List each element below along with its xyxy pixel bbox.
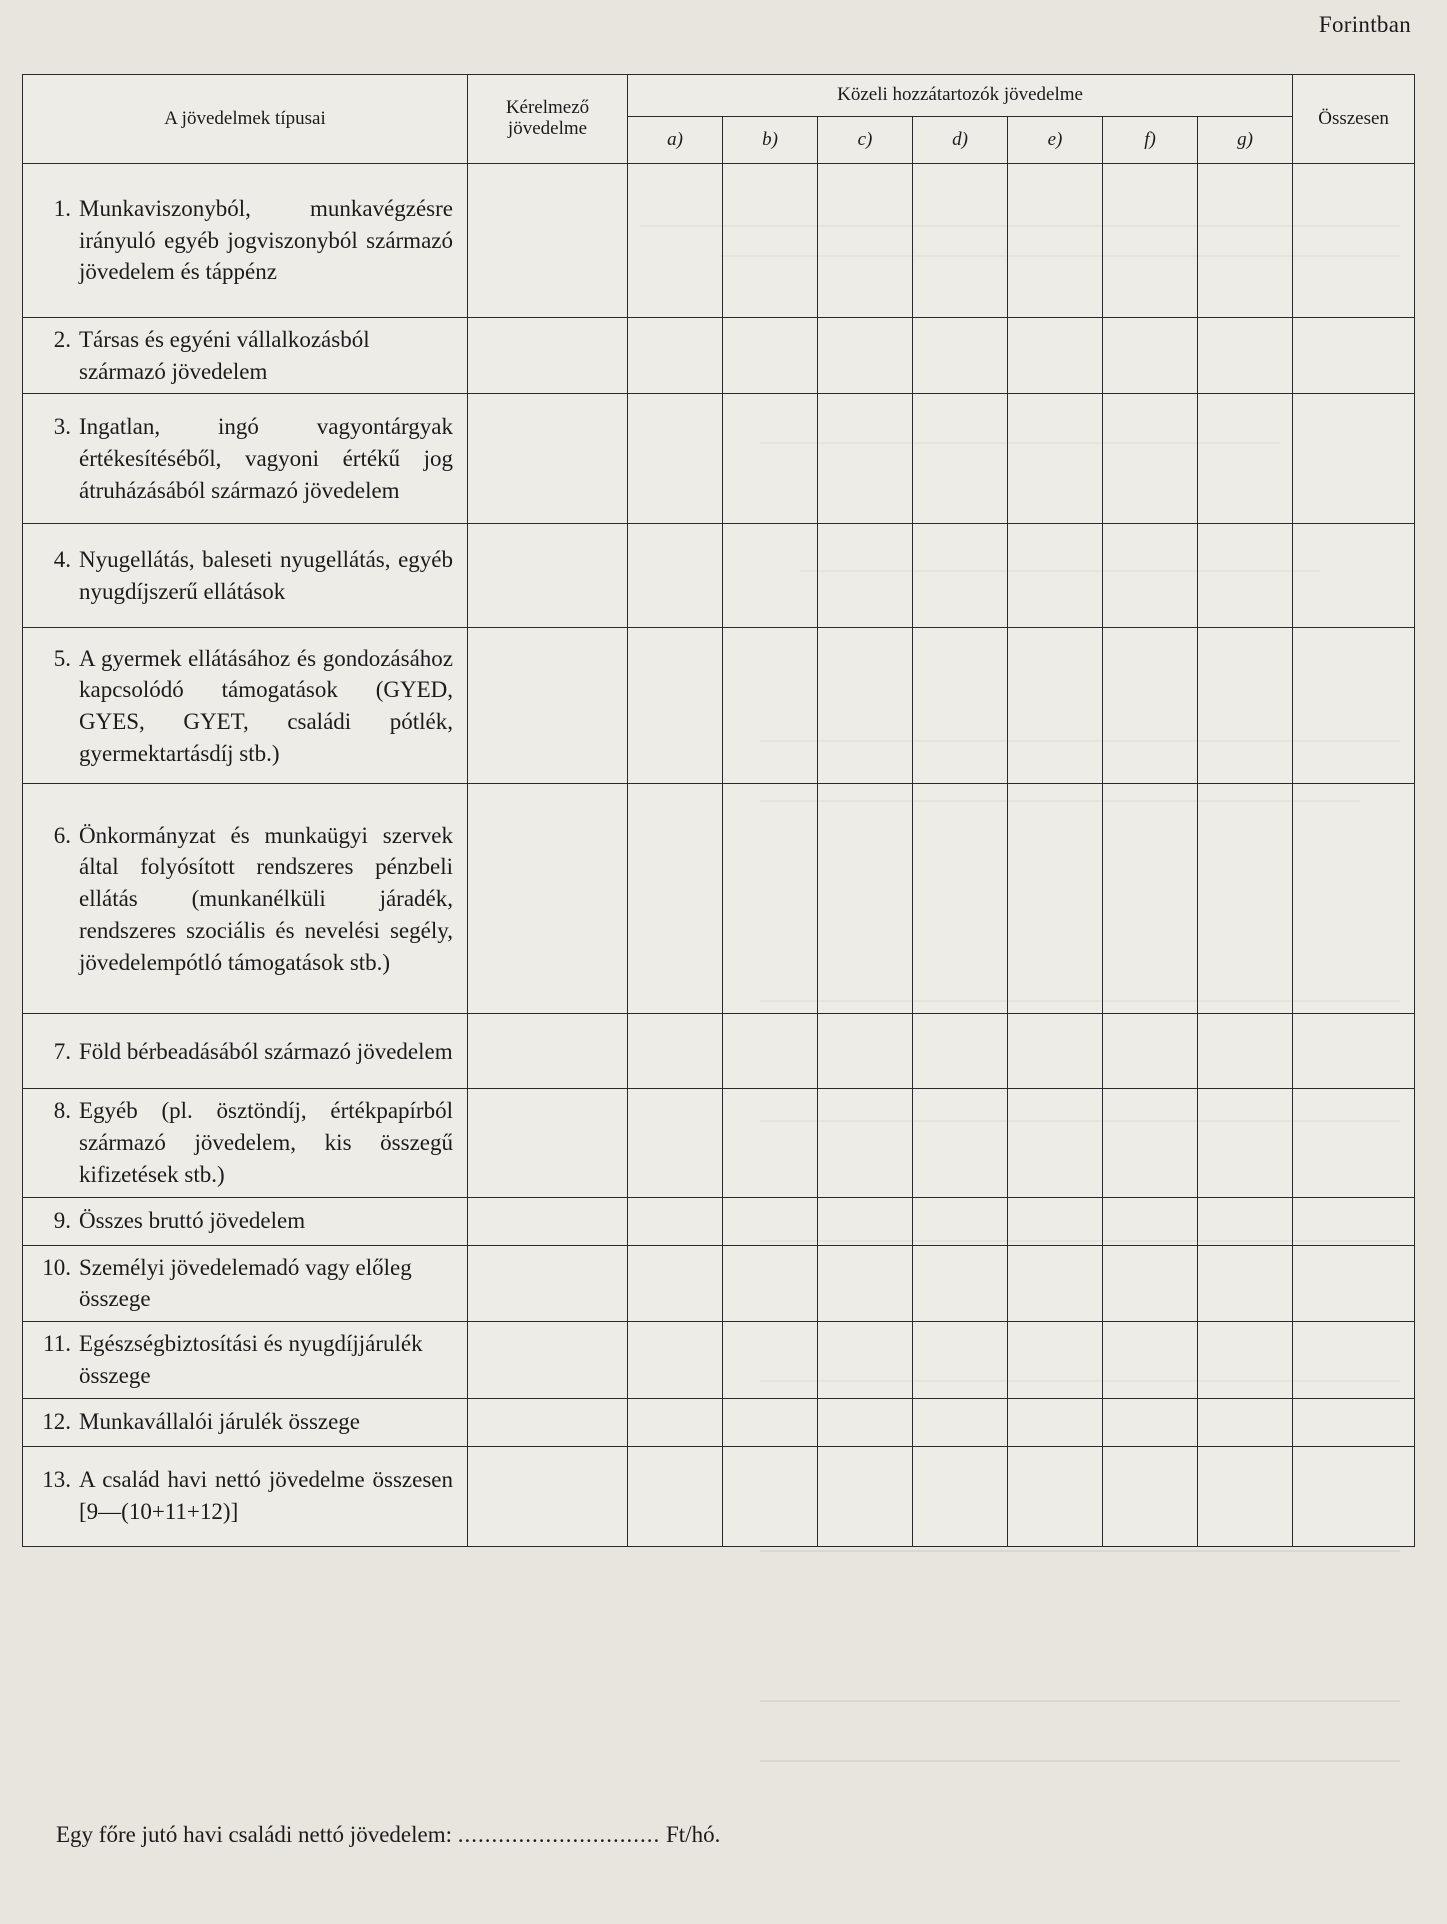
relative-income-cell[interactable] [1008, 628, 1103, 784]
income-type-cell [23, 1446, 468, 1546]
income-type-cell [23, 1089, 468, 1197]
relative-income-cell[interactable] [1008, 1197, 1103, 1245]
relative-income-cell[interactable] [1198, 784, 1293, 1014]
relative-income-cell[interactable] [628, 1322, 723, 1398]
relative-income-cell[interactable] [913, 1089, 1008, 1197]
relative-income-cell[interactable] [723, 164, 818, 318]
income-type-label: Munkavállalói járulék összege [79, 1409, 361, 1435]
income-type-label: Föld bérbeadásából származó jövedelem [79, 1038, 453, 1064]
relative-income-cell[interactable] [1198, 524, 1293, 628]
income-type-cell [23, 524, 468, 628]
relative-income-cell[interactable] [913, 164, 1008, 318]
relative-income-cell[interactable] [1103, 1398, 1198, 1446]
row-number: 13. [42, 1467, 71, 1493]
income-type-label: Önkormányzat és munkaügyi szervek által folyósított rendszeres pénzbeli ellátás (munkanélküli járadék, rendszeres szociális és nevelési segély, jövedelempótló támogatások stb.) [79, 822, 453, 975]
col-header-relative-d: d) [913, 117, 1008, 164]
income-type-label: Nyugellátás, baleseti nyugellátás, egyéb nyugdíjszerű ellátások [79, 547, 453, 604]
row-number: 11. [43, 1331, 71, 1357]
total-income-cell[interactable] [1293, 1322, 1415, 1398]
total-income-cell[interactable] [1293, 318, 1415, 394]
relative-income-cell[interactable] [1198, 164, 1293, 318]
col-header-relative-g: g) [1198, 117, 1293, 164]
total-income-cell[interactable] [1293, 1089, 1415, 1197]
table-row [23, 1446, 1415, 1546]
row-number: 12. [42, 1409, 71, 1435]
relative-income-cell[interactable] [1008, 1322, 1103, 1398]
relative-income-cell[interactable] [1198, 1446, 1293, 1546]
relative-income-cell[interactable] [818, 1089, 913, 1197]
total-income-cell[interactable] [1293, 1014, 1415, 1089]
applicant-income-cell[interactable] [468, 1322, 628, 1398]
relative-income-cell[interactable] [1198, 1322, 1293, 1398]
table-row [23, 1398, 1415, 1446]
row-number: 7. [53, 1038, 71, 1064]
applicant-income-cell[interactable] [468, 1245, 628, 1321]
applicant-income-cell[interactable] [468, 394, 628, 524]
relative-income-cell[interactable] [1008, 318, 1103, 394]
col-header-relative-b: b) [723, 117, 818, 164]
relative-income-cell[interactable] [818, 524, 913, 628]
relative-income-cell[interactable] [818, 1446, 913, 1546]
relative-income-cell[interactable] [1103, 1014, 1198, 1089]
total-income-cell[interactable] [1293, 524, 1415, 628]
relative-income-cell[interactable] [628, 1398, 723, 1446]
relative-income-cell[interactable] [1103, 164, 1198, 318]
relative-income-cell[interactable] [913, 318, 1008, 394]
relative-income-cell[interactable] [723, 1245, 818, 1321]
relative-income-cell[interactable] [1103, 1245, 1198, 1321]
per-capita-unit: Ft/hó. [666, 1822, 721, 1847]
relative-income-cell[interactable] [818, 394, 913, 524]
relative-income-cell[interactable] [1103, 524, 1198, 628]
income-type-label: Egészségbiztosítási és nyugdíjjárulék összege [79, 1331, 423, 1388]
relative-income-cell[interactable] [1103, 784, 1198, 1014]
relative-income-cell[interactable] [1198, 318, 1293, 394]
relative-income-cell[interactable] [1198, 1089, 1293, 1197]
table-row [23, 784, 1415, 1014]
income-type-cell [23, 628, 468, 784]
applicant-income-cell[interactable] [468, 784, 628, 1014]
relative-income-cell[interactable] [628, 1089, 723, 1197]
table-row [23, 628, 1415, 784]
row-number: 8. [53, 1098, 71, 1124]
row-number: 3. [53, 414, 71, 440]
table-row [23, 1197, 1415, 1245]
relative-income-cell[interactable] [913, 1446, 1008, 1546]
relative-income-cell[interactable] [1103, 1322, 1198, 1398]
income-table [22, 74, 1415, 1547]
relative-income-cell[interactable] [628, 318, 723, 394]
relative-income-cell[interactable] [818, 784, 913, 1014]
relative-income-cell[interactable] [628, 628, 723, 784]
total-income-cell[interactable] [1293, 1398, 1415, 1446]
table-row [23, 318, 1415, 394]
table-row [23, 164, 1415, 318]
income-type-cell [23, 1322, 468, 1398]
table-row [23, 1245, 1415, 1321]
relative-income-cell[interactable] [1103, 1089, 1198, 1197]
income-type-label: Összes bruttó jövedelem [79, 1208, 306, 1234]
col-header-relative-a: a) [628, 117, 723, 164]
relative-income-cell[interactable] [913, 394, 1008, 524]
col-header-total: Összesen [1293, 75, 1415, 164]
relative-income-cell[interactable] [628, 164, 723, 318]
relative-income-cell[interactable] [1198, 1245, 1293, 1321]
table-row [23, 1089, 1415, 1197]
applicant-income-cell[interactable] [468, 1446, 628, 1546]
table-row [23, 394, 1415, 524]
total-income-cell[interactable] [1293, 394, 1415, 524]
relative-income-cell[interactable] [628, 524, 723, 628]
relative-income-cell[interactable] [818, 318, 913, 394]
relative-income-cell[interactable] [913, 1014, 1008, 1089]
currency-label: Forintban [1318, 12, 1411, 37]
relative-income-cell[interactable] [628, 1197, 723, 1245]
relative-income-cell[interactable] [628, 784, 723, 1014]
income-type-label: Munkaviszonyból, munkavégzésre irányuló egyéb jogviszonyból származó jövedelem és táppénz [79, 195, 453, 285]
applicant-income-cell[interactable] [468, 1014, 628, 1089]
relative-income-cell[interactable] [1198, 628, 1293, 784]
relative-income-cell[interactable] [723, 628, 818, 784]
relative-income-cell[interactable] [818, 1014, 913, 1089]
relative-income-cell[interactable] [1198, 394, 1293, 524]
income-type-label: A család havi nettó jövedelme összesen [9—(10+11+12)] [79, 1467, 453, 1525]
relative-income-cell[interactable] [1198, 1014, 1293, 1089]
relative-income-cell[interactable] [913, 1245, 1008, 1321]
relative-income-cell[interactable] [1103, 1197, 1198, 1245]
relative-income-cell[interactable] [818, 1245, 913, 1321]
total-income-cell[interactable] [1293, 1446, 1415, 1546]
income-type-cell [23, 318, 468, 394]
relative-income-cell[interactable] [628, 1446, 723, 1546]
relative-income-cell[interactable] [1008, 524, 1103, 628]
applicant-income-cell[interactable] [468, 1398, 628, 1446]
relative-income-cell[interactable] [723, 524, 818, 628]
income-type-label: Társas és egyéni vállalkozásból származó jövedelem [79, 327, 370, 384]
relative-income-cell[interactable] [1008, 164, 1103, 318]
row-number: 1. [53, 195, 71, 221]
table-row [23, 524, 1415, 628]
relative-income-cell[interactable] [1103, 1446, 1198, 1546]
per-capita-income-line [56, 1822, 720, 1848]
col-header-relative-c: c) [818, 117, 913, 164]
income-type-label: Egyéb (pl. ösztöndíj, értékpapírból származó jövedelem, kis összegű kifizetések stb.) [79, 1098, 453, 1187]
table-row [23, 1322, 1415, 1398]
relative-income-cell[interactable] [1008, 1446, 1103, 1546]
relative-income-cell[interactable] [1198, 1197, 1293, 1245]
income-type-cell [23, 1245, 468, 1321]
applicant-income-cell[interactable] [468, 1197, 628, 1245]
row-number: 9. [53, 1208, 71, 1234]
relative-income-cell[interactable] [1103, 628, 1198, 784]
applicant-income-cell[interactable] [468, 628, 628, 784]
col-header-applicant: Kérelmező jövedelme [468, 75, 628, 164]
per-capita-label: Egy főre jutó havi családi nettó jövedelem: [56, 1822, 452, 1847]
row-number: 6. [53, 822, 71, 848]
income-type-cell [23, 1398, 468, 1446]
applicant-income-cell[interactable] [468, 318, 628, 394]
total-income-cell[interactable] [1293, 1245, 1415, 1321]
relative-income-cell[interactable] [723, 1446, 818, 1546]
relative-income-cell[interactable] [913, 784, 1008, 1014]
relative-income-cell[interactable] [818, 1322, 913, 1398]
relative-income-cell[interactable] [723, 1197, 818, 1245]
relative-income-cell[interactable] [1008, 1014, 1103, 1089]
relative-income-cell[interactable] [1008, 394, 1103, 524]
total-income-cell[interactable] [1293, 1197, 1415, 1245]
applicant-income-cell[interactable] [468, 164, 628, 318]
relative-income-cell[interactable] [723, 1089, 818, 1197]
relative-income-cell[interactable] [913, 628, 1008, 784]
total-income-cell[interactable] [1293, 164, 1415, 318]
relative-income-cell[interactable] [913, 1197, 1008, 1245]
total-income-cell[interactable] [1293, 628, 1415, 784]
income-type-cell [23, 394, 468, 524]
income-type-cell [23, 1014, 468, 1089]
relative-income-cell[interactable] [628, 1014, 723, 1089]
table-row [23, 1014, 1415, 1089]
relative-income-cell[interactable] [723, 394, 818, 524]
relative-income-cell[interactable] [1008, 1245, 1103, 1321]
relative-income-cell[interactable] [628, 1245, 723, 1321]
relative-income-cell[interactable] [723, 318, 818, 394]
row-number: 10. [42, 1254, 71, 1280]
income-type-cell [23, 1197, 468, 1245]
relative-income-cell[interactable] [913, 1322, 1008, 1398]
col-header-relatives: Közeli hozzátartozók jövedelme [628, 75, 1293, 117]
income-type-label: Ingatlan, ingó vagyontárgyak értékesítéséből, vagyoni értékű jog átruházásából származó jövedelem [79, 414, 453, 503]
row-number: 2. [53, 327, 71, 352]
relative-income-cell[interactable] [913, 524, 1008, 628]
total-income-cell[interactable] [1293, 784, 1415, 1014]
applicant-income-cell[interactable] [468, 524, 628, 628]
income-type-cell [23, 164, 468, 318]
col-header-relative-f: f) [1103, 117, 1198, 164]
relative-income-cell[interactable] [1008, 784, 1103, 1014]
relative-income-cell[interactable] [818, 628, 913, 784]
relative-income-cell[interactable] [723, 784, 818, 1014]
relative-income-cell[interactable] [723, 1398, 818, 1446]
relative-income-cell[interactable] [628, 394, 723, 524]
relative-income-cell[interactable] [818, 164, 913, 318]
row-number: 5. [53, 645, 71, 671]
relative-income-cell[interactable] [913, 1398, 1008, 1446]
applicant-income-cell[interactable] [468, 1089, 628, 1197]
row-number: 4. [53, 547, 71, 573]
relative-income-cell[interactable] [1103, 394, 1198, 524]
relative-income-cell[interactable] [818, 1197, 913, 1245]
relative-income-cell[interactable] [723, 1014, 818, 1089]
income-type-cell [23, 784, 468, 1014]
per-capita-fill-line[interactable]: .............................. [457, 1822, 661, 1847]
relative-income-cell[interactable] [1008, 1089, 1103, 1197]
income-type-label: A gyermek ellátásához és gondozásához kapcsolódó támogatások (GYED, GYES, GYET, családi pótlék, gyermektartásdíj stb.) [79, 645, 453, 766]
col-header-relative-e: e) [1008, 117, 1103, 164]
relative-income-cell[interactable] [1198, 1398, 1293, 1446]
col-header-type: A jövedelmek típusai [23, 75, 468, 164]
relative-income-cell[interactable] [1008, 1398, 1103, 1446]
income-type-label: Személyi jövedelemadó vagy előleg összege [79, 1254, 412, 1312]
relative-income-cell[interactable] [818, 1398, 913, 1446]
relative-income-cell[interactable] [723, 1322, 818, 1398]
relative-income-cell[interactable] [1103, 318, 1198, 394]
